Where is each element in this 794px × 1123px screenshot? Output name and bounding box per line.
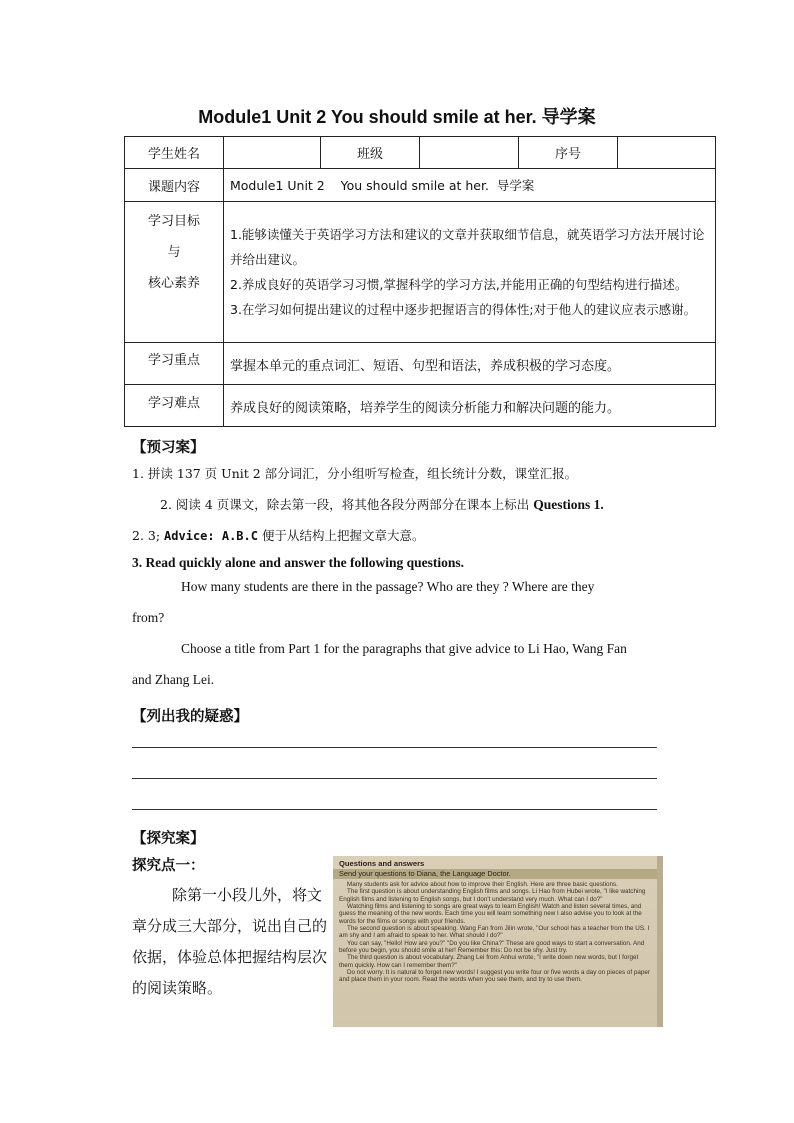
page-title: Module1 Unit 2 You should smile at her. 导学案 (198, 107, 596, 127)
answer-line[interactable] (132, 809, 657, 810)
textbook-heading: Questions and answers (339, 859, 425, 868)
question-2-line-2: and Zhang Lei. (132, 672, 215, 687)
goals-label-line: 与 (167, 245, 181, 260)
preview-item-2-end: 便于从结构上把握文章大意。 (257, 528, 425, 543)
textbook-photo (333, 856, 663, 1027)
doubts-heading: 【列出我的疑惑】 (132, 709, 248, 725)
explore-task: 除第一小段儿外，将文章分成三大部分，说出自己的依据，体验总体把握结构层次的阅读策略。 (132, 886, 328, 997)
goals-label (125, 202, 224, 343)
goal-item: 3.在学习如何提出建议的过程中逐步把握语言的得体性;对于他人的建议应表示感谢。 (230, 302, 697, 317)
question-1-line-1: How many students are there in the passage? Who are they ? Where are they (181, 579, 595, 594)
goals-label-line: 学习目标 (147, 214, 200, 229)
advice-keyword: Advice: A.B.C (164, 529, 258, 543)
textbook-subheading: Send your questions to Diana, the Language Doctor. (333, 869, 657, 879)
topic-value: Module1 Unit 2 You should smile at her. 导学案 (224, 169, 716, 202)
goal-item: 1.能够读懂关于英语学习方法和建议的文章并获取细节信息，就英语学习方法开展讨论并给出建议。 (230, 227, 705, 267)
preview-item-1: 1. 拼读 137 页 Unit 2 部分词汇，分小组听写检查，组长统计分数，课堂汇报。 (132, 466, 578, 481)
textbook-paragraph: Watching films and listening to songs are great ways to learn English! Watch and listen several times, and guess the meaning of the new words. Each time you will learn something new I also advise you to look at the words for the films or songs with your friends. (339, 903, 642, 925)
class-label: 班级 (321, 137, 420, 169)
textbook-paragraph: The first question is about understanding English films and songs. Li Hao from Hubei wrote, "I like watching English films and listening to English songs, but I don't understand very much. What can I do?" (339, 888, 646, 903)
preview-heading: 【预习案】 (132, 440, 205, 456)
explore-point-1: 探究点一： (132, 858, 205, 874)
textbook-paragraph: Do not worry. It is natural to forget new words! I suggest you write four or five words a day on pieces of paper and place them in your room. Read the words when you see them, and try to use them. (339, 969, 650, 984)
number-label: 序号 (519, 137, 618, 169)
student-name-label: 学生姓名 (125, 137, 224, 169)
goals-label-line: 核心素养 (147, 276, 200, 291)
preview-item-2-cont (132, 526, 424, 544)
difficulties-label: 学习难点 (125, 385, 224, 427)
preview-item-2-numbers: 2. 3; (132, 528, 165, 543)
textbook-body (333, 879, 657, 984)
textbook-paragraph: Many students ask for advice about how to improve their English. Here are three basic questions. (347, 881, 618, 888)
question-2-line-1: Choose a title from Part 1 for the paragraphs that give advice to Li Hao, Wang Fan (181, 641, 627, 656)
student-name-field[interactable] (224, 137, 321, 169)
goals-content (224, 202, 716, 343)
preview-item-2 (160, 495, 604, 513)
explore-heading: 【探究案】 (132, 831, 205, 847)
info-table (124, 136, 716, 427)
goal-item: 2.养成良好的英语学习习惯,掌握科学的学习方法,并能用正确的句型结构进行描述。 (230, 277, 688, 292)
number-field[interactable] (618, 137, 716, 169)
class-field[interactable] (420, 137, 519, 169)
topic-label: 课题内容 (125, 169, 224, 202)
preview-item-3: 3. Read quickly alone and answer the following questions. (132, 555, 465, 570)
preview-item-2-text: 2. 阅读 4 页课文，除去第一段，将其他各段分两部分在课本上标出 (160, 497, 534, 512)
textbook-paragraph: The third question is about vocabulary. Zhang Lei from Anhui wrote, "I write down new words, but I forget them quickly. How can I remember them?" (339, 954, 639, 969)
questions-keyword: Questions 1. (533, 497, 604, 512)
textbook-paragraph: You can say, "Hello! How are you?" "Do you like China?" These are good ways to start a conversation. And before you begin, you should smile at her! Remember this: Do not be shy. Just try. (339, 939, 645, 955)
question-1-line-2: from? (132, 610, 165, 625)
answer-line[interactable] (132, 747, 657, 748)
difficulties-value: 养成良好的阅读策略，培养学生的阅读分析能力和解决问题的能力。 (224, 385, 716, 427)
key-points-value: 掌握本单元的重点词汇、短语、句型和语法，养成积极的学习态度。 (224, 343, 716, 385)
textbook-paragraph: The second question is about speaking. Wang Fan from Jilin wrote, "Our school has a teacher from the US. I am shy and I am afraid to speak to her. What should I do?" (339, 925, 650, 940)
key-points-label: 学习重点 (125, 343, 224, 385)
answer-line[interactable] (132, 778, 657, 779)
